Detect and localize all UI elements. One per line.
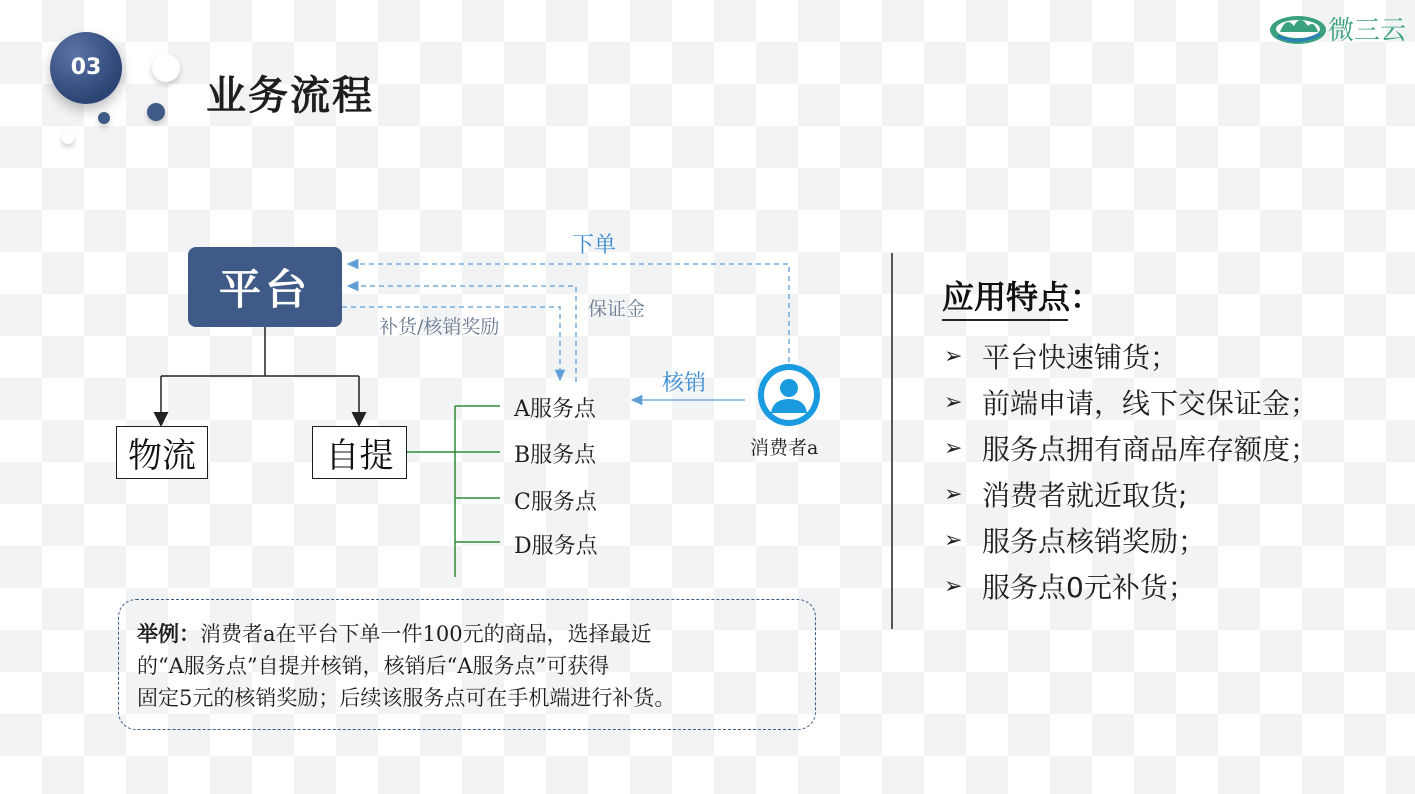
self-pickup-box: 自提 (312, 426, 407, 479)
service-point-b: B服务点 (514, 443, 597, 468)
chevron-right-icon: ➢ (944, 481, 963, 507)
deposit-arrow-label: 保证金 (588, 298, 646, 320)
logistics-box: 物流 (116, 426, 208, 479)
flow-connectors (0, 0, 880, 600)
chevron-right-icon: ➢ (944, 343, 963, 369)
consumer-label: 消费者a (750, 437, 819, 459)
feature-item: ➢ 消费者就近取货; (944, 479, 1188, 512)
feature-item: ➢ 平台快速铺货； (944, 341, 1179, 374)
order-arrow-label: 下单 (572, 233, 617, 258)
features-list (944, 333, 1318, 609)
example-label: 举例： (137, 621, 200, 646)
page-title: 业务流程 (206, 73, 374, 119)
feature-item: ➢ 服务点拥有商品库存额度； (944, 433, 1319, 466)
replenish-arrow-label: 补货/核销奖励 (379, 316, 500, 338)
example-line-1: 举例：消费者a在平台下单一件100元的商品，选择最近 (137, 621, 652, 646)
example-line-3: 固定5元的核销奖励；后续该服务点可在手机端进行补货。 (137, 686, 676, 710)
section-number-badge: 03 (50, 32, 122, 104)
logo-text: 微三云 (1328, 16, 1407, 46)
feature-item: ➢ 前端申请，线下交保证金； (944, 387, 1319, 420)
platform-box: 平台 (188, 247, 342, 327)
chevron-right-icon: ➢ (944, 389, 963, 415)
service-point-d: D服务点 (514, 534, 598, 559)
service-point-c: C服务点 (514, 490, 597, 515)
consumer-avatar-icon (757, 363, 821, 427)
chevron-right-icon: ➢ (944, 573, 963, 599)
service-point-a: A服务点 (514, 397, 596, 422)
features-title-underline (942, 319, 1068, 321)
example-line-2: 的“A服务点”自提并核销，核销后“A服务点”可获得 (137, 654, 610, 678)
verify-arrow-label: 核销 (662, 371, 707, 396)
example-box (118, 599, 816, 730)
cloud-logo-icon (1268, 6, 1328, 46)
feature-item: ➢ 服务点0元补货； (944, 571, 1196, 604)
feature-item: ➢ 服务点核销奖励； (944, 525, 1207, 558)
section-divider (891, 253, 893, 629)
chevron-right-icon: ➢ (944, 435, 963, 461)
chevron-right-icon: ➢ (944, 527, 963, 553)
features-title: 应用特点： (942, 278, 1103, 316)
